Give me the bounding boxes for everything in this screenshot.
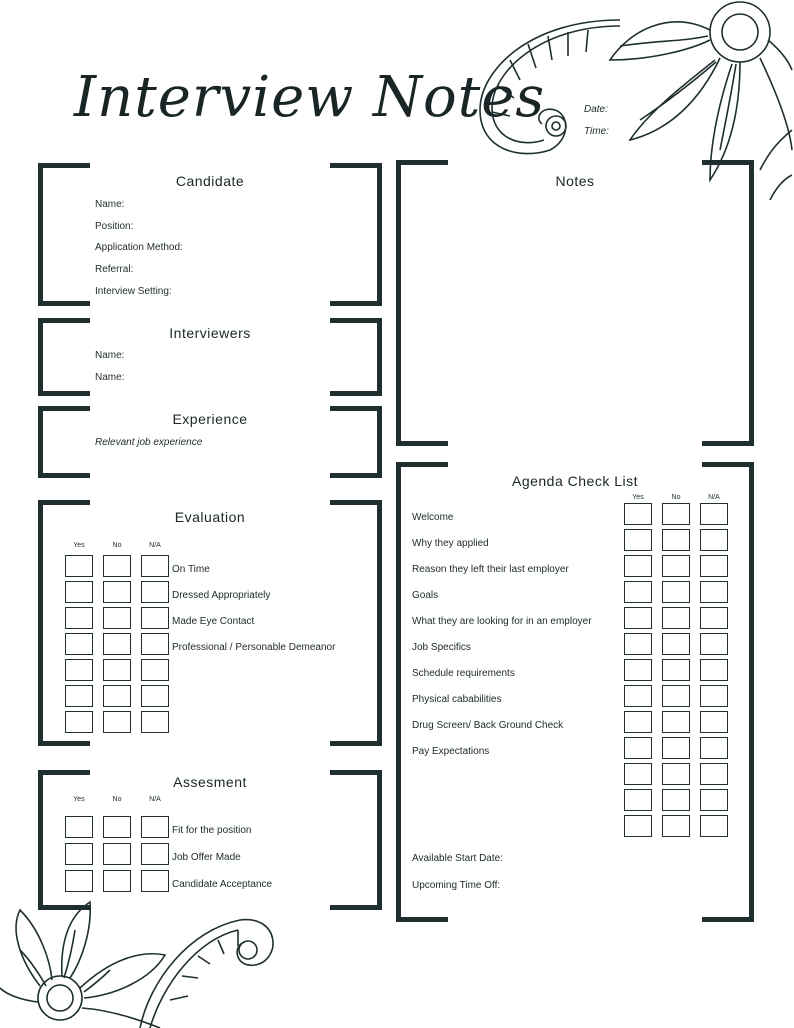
na-column-header: N/A — [708, 494, 720, 501]
agenda-item: Welcome — [412, 512, 454, 523]
checkbox-na[interactable] — [700, 737, 728, 759]
checkbox-yes[interactable] — [65, 711, 93, 733]
checkbox-yes[interactable] — [624, 711, 652, 733]
checkbox-no[interactable] — [662, 711, 690, 733]
checkbox-no[interactable] — [662, 607, 690, 629]
assessment-title: Assesment — [173, 774, 247, 790]
yes-column-header: Yes — [73, 542, 85, 549]
assessment-section — [38, 770, 382, 910]
checkbox-na[interactable] — [700, 607, 728, 629]
agenda-item: Job Specifics — [412, 642, 471, 653]
checkbox-no[interactable] — [103, 816, 131, 838]
checkbox-yes[interactable] — [624, 607, 652, 629]
checkbox-yes[interactable] — [624, 529, 652, 551]
date-label: Date: — [584, 104, 608, 115]
time-label: Time: — [584, 126, 609, 137]
checkbox-na[interactable] — [700, 685, 728, 707]
interviewer-name-field[interactable]: Name: — [95, 350, 125, 361]
experience-title: Experience — [172, 411, 248, 427]
candidate-section — [38, 163, 382, 306]
checkbox-na[interactable] — [141, 816, 169, 838]
agenda-title: Agenda Check List — [511, 473, 639, 489]
experience-section — [38, 406, 382, 478]
checkbox-na[interactable] — [700, 815, 728, 837]
na-column-header: N/A — [149, 796, 161, 803]
checkbox-na[interactable] — [141, 581, 169, 603]
checkbox-na[interactable] — [141, 685, 169, 707]
checkbox-no[interactable] — [662, 503, 690, 525]
checkbox-yes[interactable] — [65, 607, 93, 629]
checkbox-na[interactable] — [700, 763, 728, 785]
checkbox-no[interactable] — [662, 763, 690, 785]
checkbox-no[interactable] — [103, 633, 131, 655]
checkbox-yes[interactable] — [624, 763, 652, 785]
checkbox-no[interactable] — [103, 711, 131, 733]
checkbox-yes[interactable] — [624, 503, 652, 525]
experience-hint[interactable]: Relevant job experience — [95, 437, 203, 448]
yes-column-header: Yes — [73, 796, 85, 803]
notes-title: Notes — [555, 173, 595, 189]
checkbox-na[interactable] — [141, 555, 169, 577]
checkbox-no[interactable] — [103, 843, 131, 865]
no-column-header: No — [671, 494, 681, 501]
checkbox-na[interactable] — [700, 659, 728, 681]
checkbox-no[interactable] — [103, 555, 131, 577]
checkbox-na[interactable] — [700, 711, 728, 733]
checkbox-no[interactable] — [662, 815, 690, 837]
agenda-item: Goals — [412, 590, 439, 601]
checkbox-na[interactable] — [141, 659, 169, 681]
no-column-header: No — [112, 796, 122, 803]
interviewer-name-field[interactable]: Name: — [95, 372, 125, 383]
offer-label: Job Offer Made — [172, 852, 241, 863]
checkbox-yes[interactable] — [65, 555, 93, 577]
evaluation-section — [38, 500, 382, 746]
checkbox-na[interactable] — [700, 529, 728, 551]
checkbox-no[interactable] — [662, 529, 690, 551]
agenda-item: Drug Screen/ Back Ground Check — [412, 720, 564, 731]
checkbox-na[interactable] — [700, 633, 728, 655]
agenda-item: Physical cababilities — [412, 694, 502, 705]
application-method-field[interactable]: Application Method: — [95, 242, 183, 253]
interview-setting-field[interactable]: Interview Setting: — [95, 286, 172, 297]
checkbox-yes[interactable] — [624, 685, 652, 707]
evaluation-title: Evaluation — [174, 509, 246, 525]
start-date-field[interactable]: Available Start Date: — [412, 853, 503, 864]
agenda-item: Reason they left their last employer — [412, 564, 569, 575]
agenda-item: Why they applied — [412, 538, 489, 549]
interviewers-title: Interviewers — [169, 325, 251, 341]
agenda-section — [396, 462, 754, 922]
checkbox-na[interactable] — [141, 711, 169, 733]
checkbox-yes[interactable] — [624, 737, 652, 759]
checkbox-no[interactable] — [662, 555, 690, 577]
page-title: Interview Notes — [74, 65, 546, 130]
checkbox-no[interactable] — [662, 789, 690, 811]
on-time-label: On Time — [172, 564, 210, 575]
checkbox-na[interactable] — [700, 789, 728, 811]
checkbox-yes[interactable] — [65, 659, 93, 681]
time-off-field[interactable]: Upcoming Time Off: — [412, 880, 501, 891]
candidate-title: Candidate — [175, 173, 245, 189]
no-column-header: No — [112, 542, 122, 549]
checkbox-no[interactable] — [662, 633, 690, 655]
checkbox-no[interactable] — [103, 659, 131, 681]
agenda-item: What they are looking for in an employer — [412, 616, 592, 627]
acceptance-label: Candidate Acceptance — [172, 879, 273, 890]
checkbox-yes[interactable] — [624, 633, 652, 655]
checkbox-na[interactable] — [700, 555, 728, 577]
checkbox-yes[interactable] — [624, 789, 652, 811]
checkbox-na[interactable] — [700, 581, 728, 603]
referral-field[interactable]: Referral: — [95, 264, 134, 275]
checkbox-yes[interactable] — [65, 581, 93, 603]
na-column-header: N/A — [149, 542, 161, 549]
checkbox-yes[interactable] — [65, 633, 93, 655]
yes-column-header: Yes — [632, 494, 644, 501]
interviewers-section — [38, 318, 382, 396]
checkbox-na[interactable] — [141, 870, 169, 892]
checkbox-no[interactable] — [662, 737, 690, 759]
eye-contact-label: Made Eye Contact — [172, 616, 255, 627]
flower-fern-decoration-bottom-icon — [0, 890, 290, 1028]
checkbox-yes[interactable] — [624, 815, 652, 837]
checkbox-na[interactable] — [141, 843, 169, 865]
checkbox-yes[interactable] — [624, 659, 652, 681]
dressed-appropriately-label: Dressed Appropriately — [172, 590, 271, 601]
checkbox-na[interactable] — [700, 503, 728, 525]
name-field[interactable]: Name: — [95, 199, 125, 210]
agenda-item: Schedule requirements — [412, 668, 515, 679]
checkbox-yes[interactable] — [65, 843, 93, 865]
checkbox-na[interactable] — [141, 607, 169, 629]
checkbox-no[interactable] — [662, 659, 690, 681]
checkbox-no[interactable] — [662, 581, 690, 603]
fit-label: Fit for the position — [172, 825, 252, 836]
checkbox-no[interactable] — [103, 607, 131, 629]
position-field[interactable]: Position: — [95, 221, 134, 232]
checkbox-yes[interactable] — [624, 581, 652, 603]
checkbox-na[interactable] — [141, 633, 169, 655]
checkbox-no[interactable] — [103, 870, 131, 892]
checkbox-no[interactable] — [103, 581, 131, 603]
agenda-item: Pay Expectations — [412, 746, 490, 757]
demeanor-label: Professional / Personable Demeanor — [172, 642, 336, 653]
checkbox-yes[interactable] — [65, 685, 93, 707]
checkbox-yes[interactable] — [65, 816, 93, 838]
checkbox-yes[interactable] — [65, 870, 93, 892]
checkbox-no[interactable] — [103, 685, 131, 707]
checkbox-no[interactable] — [662, 685, 690, 707]
notes-section[interactable] — [396, 160, 754, 446]
checkbox-yes[interactable] — [624, 555, 652, 577]
